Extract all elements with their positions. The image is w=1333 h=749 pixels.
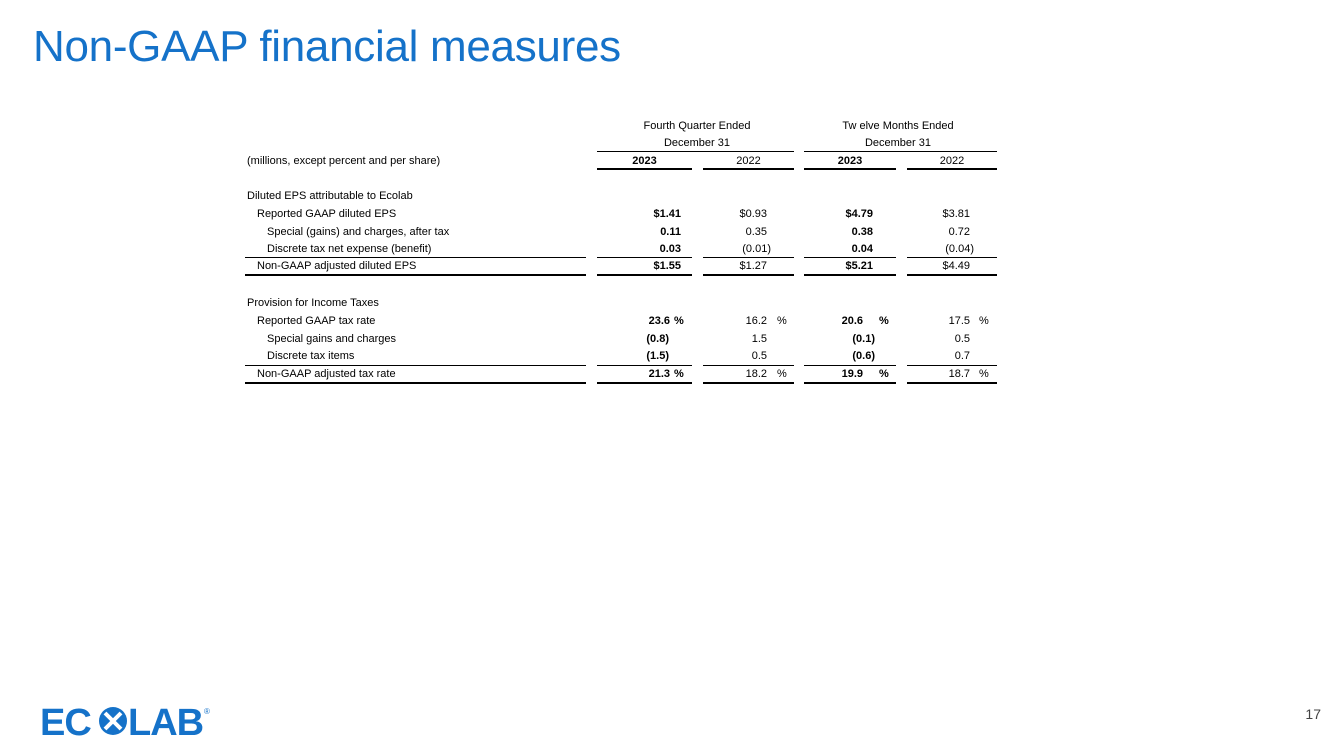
total-value: 18.7 bbox=[948, 368, 970, 380]
row-label: Special (gains) and charges, after tax bbox=[267, 226, 450, 238]
double-rule bbox=[907, 274, 997, 276]
cell-value: (0.6) bbox=[852, 350, 875, 362]
double-rule bbox=[804, 382, 896, 384]
cell-value: 0.5 bbox=[954, 333, 970, 345]
cell-value: 17.5 bbox=[948, 315, 970, 327]
row-label: Reported GAAP tax rate bbox=[257, 315, 376, 327]
total-value: 18.2 bbox=[745, 368, 767, 380]
year-underline bbox=[597, 168, 692, 170]
cell-value: 20.6 bbox=[841, 315, 863, 327]
double-rule bbox=[907, 382, 997, 384]
year-underline bbox=[907, 168, 997, 170]
total-rule bbox=[597, 257, 692, 258]
cell-value: (0.8) bbox=[646, 333, 669, 345]
total-label: Non-GAAP adjusted diluted EPS bbox=[257, 260, 417, 272]
percent-sign: % bbox=[979, 368, 989, 380]
total-rule bbox=[907, 257, 997, 258]
total-value: 21.3 bbox=[648, 368, 670, 380]
total-value: $1.55 bbox=[653, 260, 681, 272]
group-header-twelve-line1: Tw elve Months Ended bbox=[842, 120, 954, 132]
group-header-quarter-line2: December 31 bbox=[663, 137, 731, 149]
percent-sign: % bbox=[674, 315, 684, 327]
year-underline bbox=[703, 168, 794, 170]
cell-value: 0.11 bbox=[660, 226, 681, 238]
total-rule bbox=[703, 257, 794, 258]
row-label: Discrete tax net expense (benefit) bbox=[267, 243, 432, 255]
group-header-twelve-rule bbox=[804, 151, 997, 152]
svg-text:EC: EC bbox=[40, 703, 91, 739]
cell-value: 0.38 bbox=[851, 226, 873, 238]
double-rule bbox=[245, 382, 586, 384]
year-header: 2023 bbox=[837, 155, 863, 167]
cell-value: 0.72 bbox=[948, 226, 970, 238]
percent-sign: % bbox=[879, 315, 889, 327]
section-heading-eps: Diluted EPS attributable to Ecolab bbox=[247, 190, 413, 202]
svg-text:®: ® bbox=[204, 707, 210, 716]
cell-value: 16.2 bbox=[745, 315, 767, 327]
svg-text:LAB: LAB bbox=[128, 703, 204, 739]
cell-value: 0.03 bbox=[659, 243, 681, 255]
year-header: 2022 bbox=[939, 155, 965, 167]
cell-value: (0.01) bbox=[742, 243, 771, 255]
page-number: 17 bbox=[1305, 706, 1321, 722]
cell-value: (1.5) bbox=[646, 350, 669, 362]
double-rule bbox=[804, 274, 896, 276]
page-title: Non-GAAP financial measures bbox=[33, 22, 621, 71]
year-header: 2023 bbox=[632, 155, 657, 167]
unit-label: (millions, except percent and per share) bbox=[247, 155, 441, 167]
cell-value: (0.04) bbox=[945, 243, 974, 255]
cell-value: 0.35 bbox=[745, 226, 767, 238]
total-rule bbox=[907, 365, 997, 366]
cell-value: $3.81 bbox=[942, 208, 970, 220]
cell-value: (0.1) bbox=[852, 333, 875, 345]
cell-value: $1.41 bbox=[653, 208, 681, 220]
year-header: 2022 bbox=[736, 155, 761, 167]
double-rule bbox=[703, 274, 794, 276]
section-heading-tax: Provision for Income Taxes bbox=[247, 297, 379, 309]
percent-sign: % bbox=[879, 368, 889, 380]
row-label: Reported GAAP diluted EPS bbox=[257, 208, 397, 220]
cell-value: $4.79 bbox=[845, 208, 873, 220]
cell-value: 1.5 bbox=[751, 333, 767, 345]
percent-sign: % bbox=[674, 368, 684, 380]
cell-value: 23.6 bbox=[648, 315, 670, 327]
cell-value: 0.7 bbox=[954, 350, 970, 362]
group-header-twelve-line2: December 31 bbox=[864, 137, 932, 149]
total-label: Non-GAAP adjusted tax rate bbox=[257, 368, 396, 380]
total-value: 19.9 bbox=[841, 368, 863, 380]
total-value: $5.21 bbox=[845, 260, 873, 272]
row-label: Discrete tax items bbox=[267, 350, 355, 362]
cell-value: 0.5 bbox=[751, 350, 767, 362]
row-label: Special gains and charges bbox=[267, 333, 397, 345]
double-rule bbox=[597, 382, 692, 384]
group-header-quarter-line1: Fourth Quarter Ended bbox=[643, 120, 751, 132]
total-rule bbox=[804, 257, 896, 258]
double-rule bbox=[245, 274, 586, 276]
double-rule bbox=[703, 382, 794, 384]
total-rule bbox=[597, 365, 692, 366]
total-rule bbox=[245, 257, 586, 258]
double-rule bbox=[597, 274, 692, 276]
cell-value: $0.93 bbox=[739, 208, 767, 220]
cell-value: 0.04 bbox=[851, 243, 873, 255]
total-rule bbox=[703, 365, 794, 366]
group-header-quarter-rule bbox=[597, 151, 794, 152]
total-value: $1.27 bbox=[739, 260, 767, 272]
percent-sign: % bbox=[979, 315, 989, 327]
ecolab-logo bbox=[40, 703, 216, 744]
total-value: $4.49 bbox=[942, 260, 970, 272]
total-rule bbox=[804, 365, 896, 366]
percent-sign: % bbox=[777, 368, 787, 380]
percent-sign: % bbox=[777, 315, 787, 327]
year-underline bbox=[804, 168, 896, 170]
total-rule bbox=[245, 365, 586, 366]
